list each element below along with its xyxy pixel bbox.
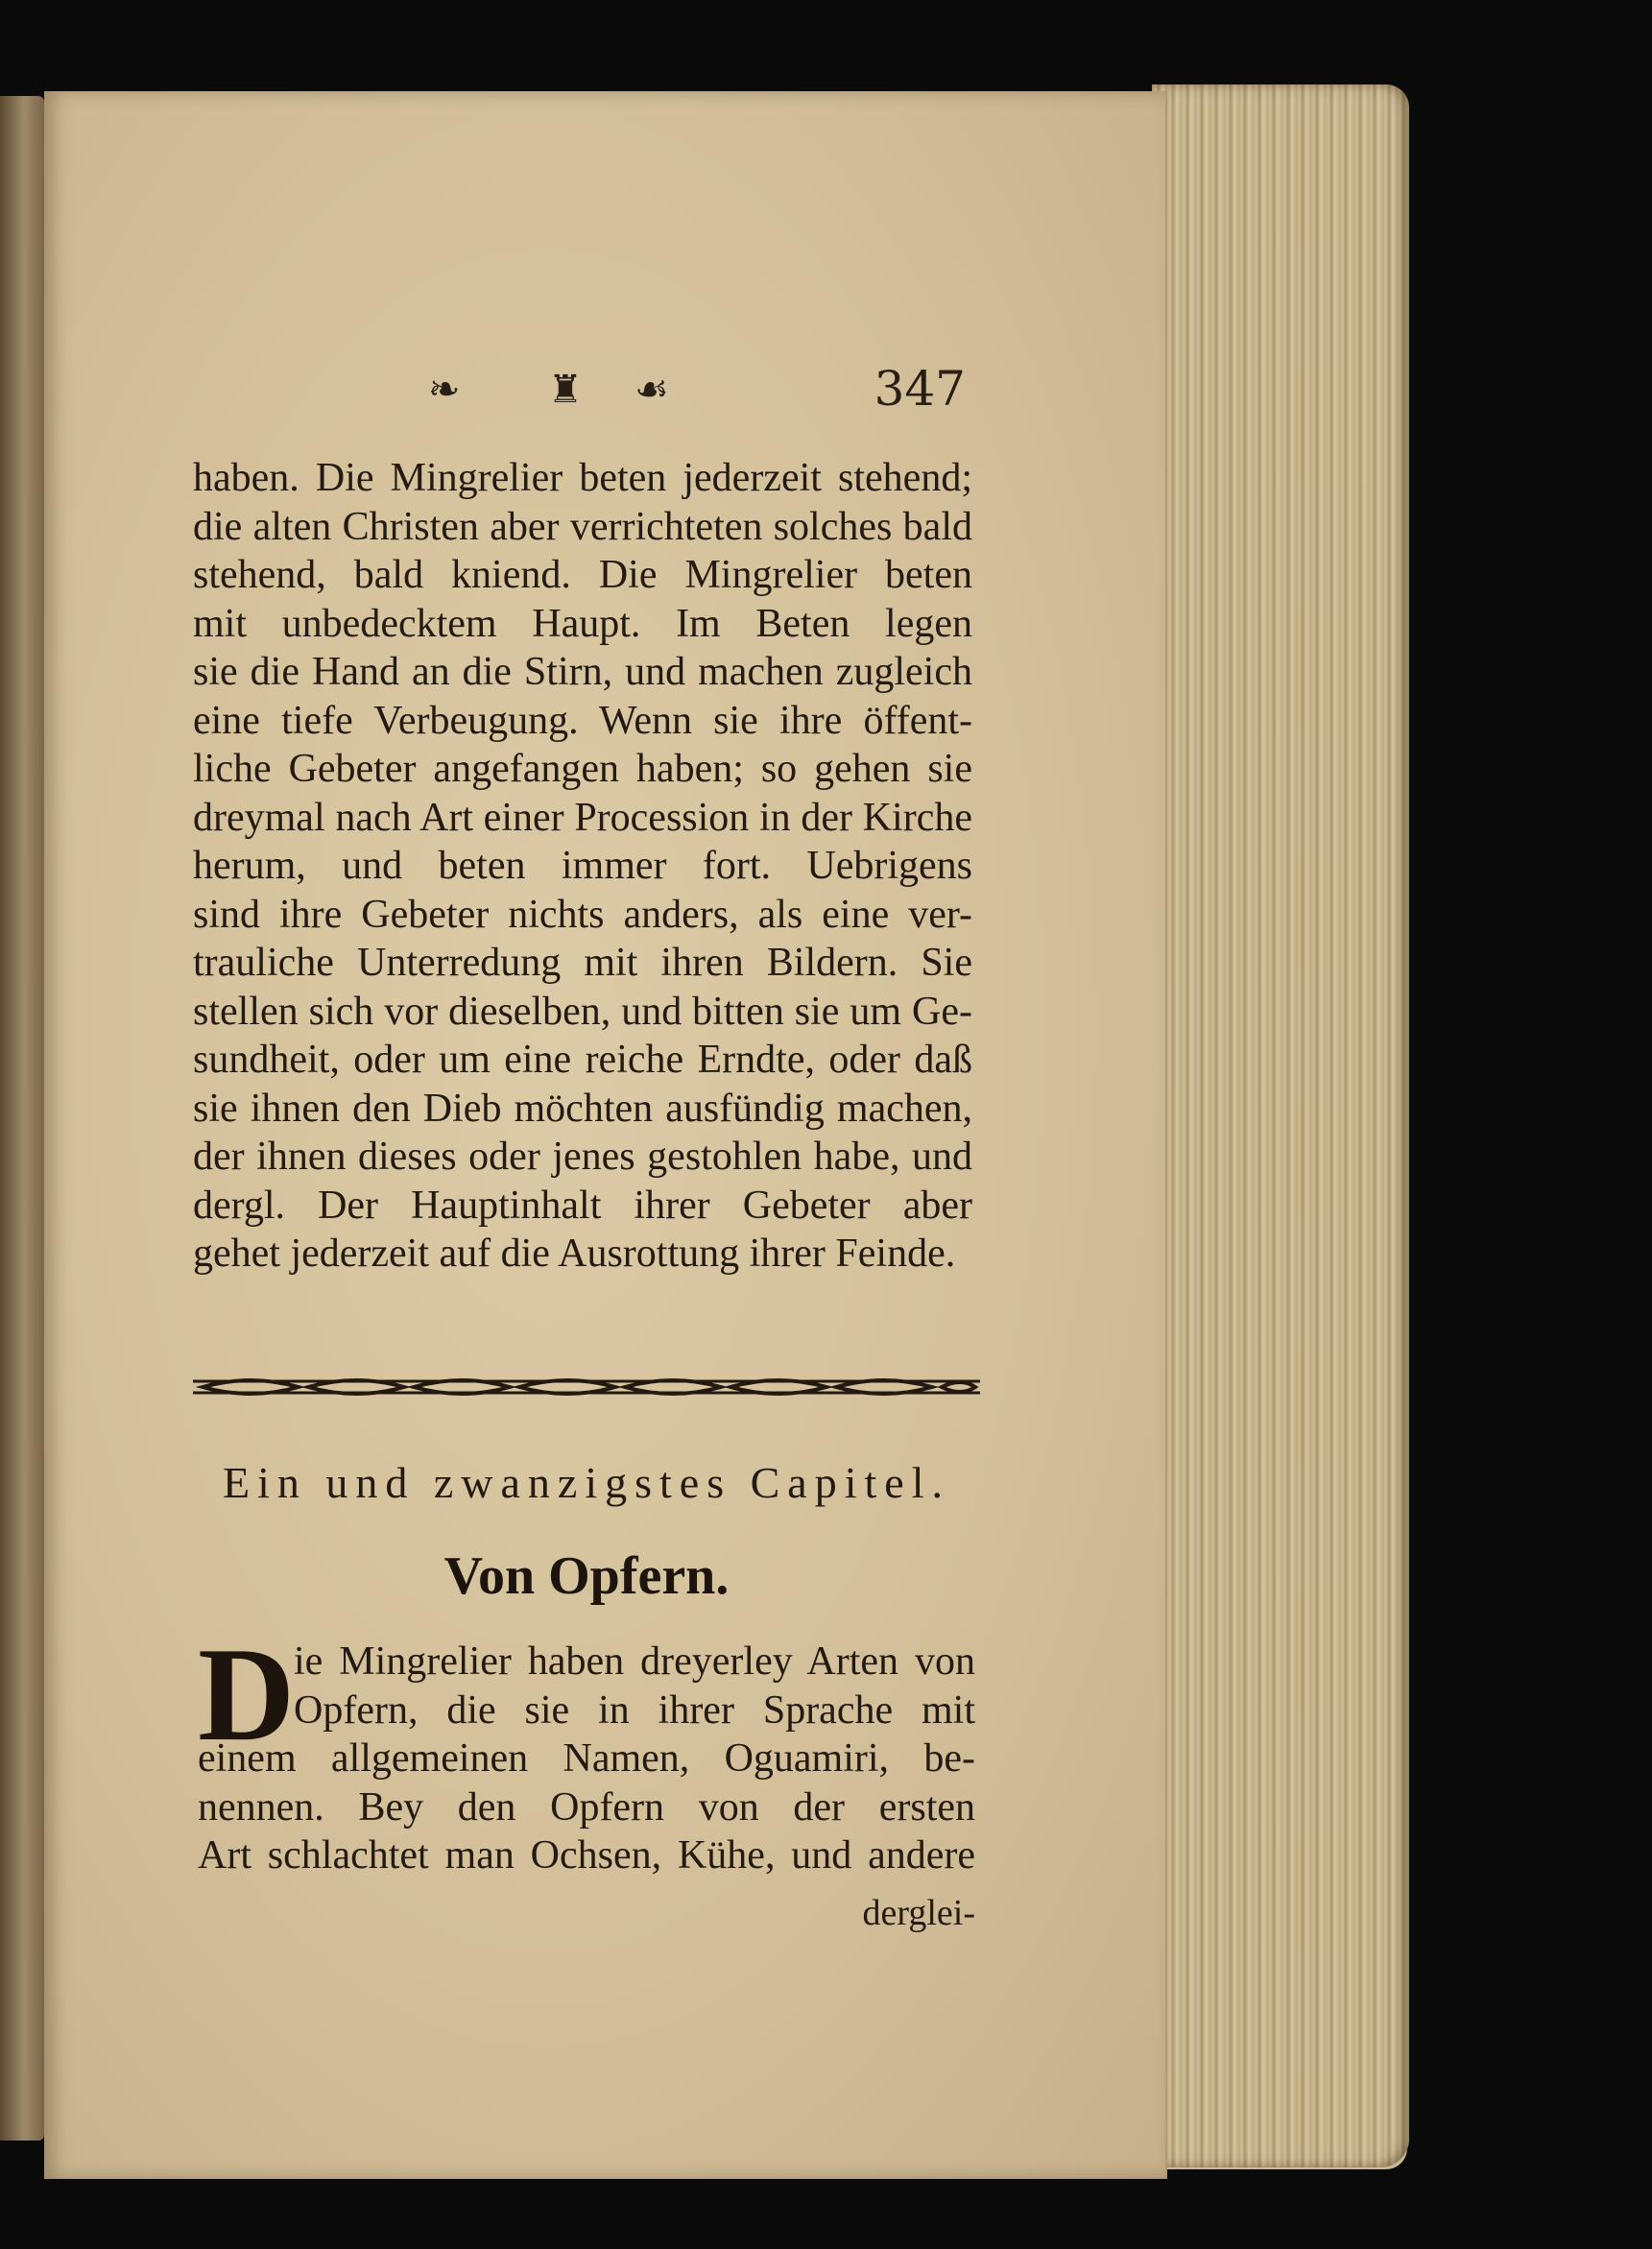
page-number: 347 — [874, 361, 966, 417]
paragraph-1 — [193, 454, 972, 1279]
catchword: derglei- — [862, 1893, 975, 1933]
text-line: ie Mingrelier haben dreyerley Arten von — [294, 1639, 975, 1684]
text-line: sind ihre Gebeter nichts anders, als eine ver- — [193, 892, 972, 937]
text-line: die alten Christen aber verrichteten solches bald — [193, 504, 972, 549]
text-line: einem allgemeinen Namen, Oguamiri, be- — [198, 1736, 975, 1781]
text-line: trauliche Unterredung mit ihren Bildern. Sie — [193, 941, 972, 985]
text-line: stehend, bald kniend. Die Mingrelier beten — [193, 553, 972, 597]
text-line: Art schlachtet man Ochsen, Kühe, und andere — [198, 1833, 975, 1878]
text-line: herum, und beten immer fort. Uebrigens — [193, 844, 972, 888]
text-line: stellen sich vor dieselben, und bitten sie um Ge- — [193, 989, 972, 1034]
text-line: eine tiefe Verbeugung. Wenn sie ihre öffent- — [193, 698, 972, 743]
chapter-heading: Ein und zwanzigstes Capitel. — [223, 1458, 950, 1507]
page-fore-edge — [1152, 84, 1409, 2167]
text-line: sie die Hand an die Stirn, und machen zugleich — [193, 650, 972, 694]
left-page-edge — [0, 96, 44, 2141]
chapter-title: Von Opfern. — [443, 1546, 730, 1606]
text-line: gehet jederzeit auf die Ausrottung ihrer Feinde. — [193, 1232, 956, 1276]
text-line: der ihnen dieses oder jenes gestohlen habe, und — [193, 1135, 972, 1179]
drop-cap: D — [198, 1620, 296, 1769]
paragraph-2 — [198, 1620, 975, 1933]
text-line: dreymal nach Art einer Procession in der Kirche — [193, 795, 972, 840]
text-line: Opfern, die sie in ihrer Sprache mit — [294, 1687, 975, 1733]
header-ornament-center-icon: ♜ — [548, 368, 583, 412]
text-line: nennen. Bey den Opfern von der ersten — [198, 1784, 975, 1830]
running-header — [428, 360, 966, 427]
text-line: haben. Die Mingrelier beten jederzeit stehend; — [193, 456, 972, 500]
book-page — [44, 91, 1167, 2179]
text-line: dergl. Der Hauptinhalt ihrer Gebeter aber — [193, 1183, 972, 1228]
header-ornament-right-icon: ☙ — [634, 368, 669, 412]
ornamental-rule-icon — [193, 1368, 980, 1406]
text-line: mit unbedecktem Haupt. Im Beten legen — [193, 601, 972, 646]
text-line: liche Gebeter angefangen haben; so gehen sie — [193, 747, 972, 791]
text-line: sie ihnen den Dieb möchten ausfündig machen, — [193, 1086, 972, 1131]
text-line: sundheit, oder um eine reiche Erndte, oder daß — [193, 1038, 972, 1082]
header-ornament-left-icon: ❧ — [428, 368, 461, 412]
